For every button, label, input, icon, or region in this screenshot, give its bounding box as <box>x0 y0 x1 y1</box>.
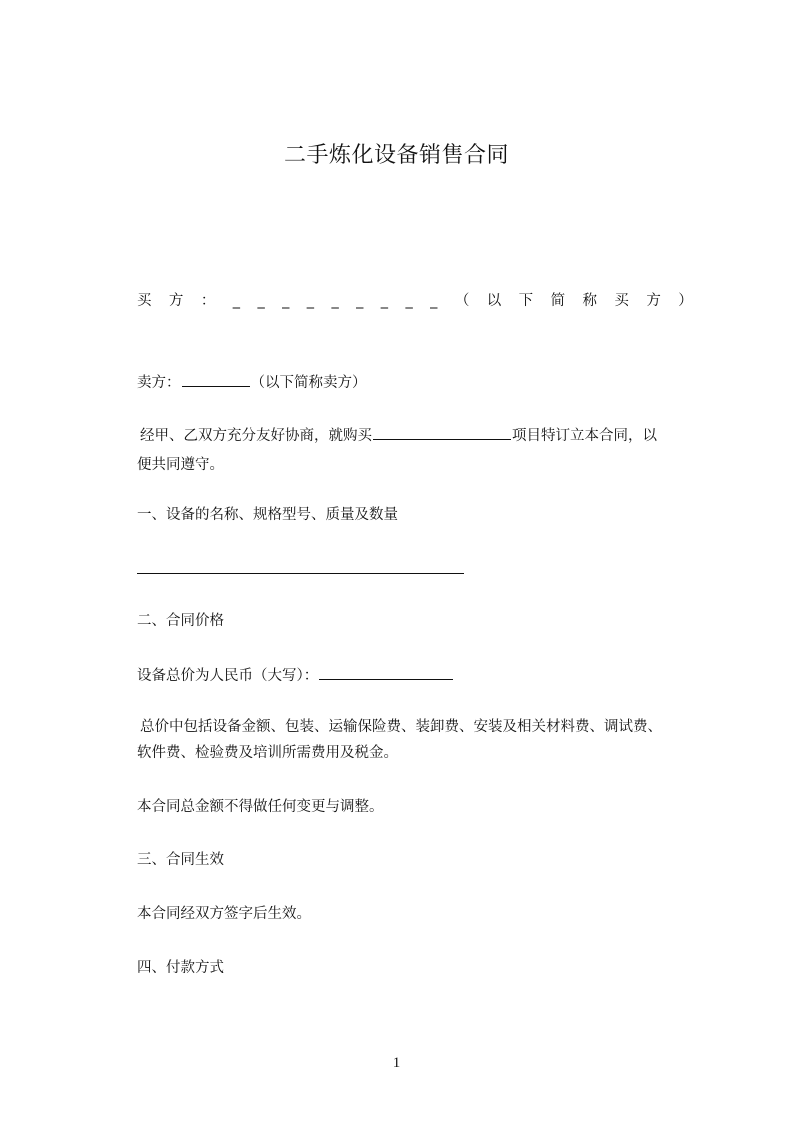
buyer-name-blank-char[interactable]: _ <box>306 293 315 309</box>
project-blank[interactable] <box>373 424 511 440</box>
section-3-heading: 三、合同生效 <box>137 852 224 868</box>
seller-line <box>137 371 697 394</box>
buyer-name-blank-char[interactable]: _ <box>331 293 339 309</box>
buyer-name-blank-char[interactable]: _ <box>430 293 438 309</box>
buyer-line-char: 买 <box>614 293 629 309</box>
price-note-line-1: 总价中包括设备金额、包装、运输保险费、装卸费、安装及相关材料费、调试费、 <box>140 719 662 735</box>
seller-label: 卖方： <box>137 375 181 391</box>
buyer-line-char: 下 <box>518 293 534 309</box>
buyer-name-blank-char[interactable]: _ <box>380 293 389 309</box>
buyer-line-char: 方 <box>646 293 661 309</box>
price-label: 设备总价为人民币（大写）： <box>137 668 319 684</box>
intro-suffix: 项目特订立本合同，以 <box>512 428 657 444</box>
intro-prefix: 经甲、乙双方充分友好协商，就购买 <box>140 428 372 444</box>
effective-clause: 本合同经双方签字后生效。 <box>137 906 311 922</box>
buyer-line-char: （ <box>454 293 470 309</box>
equipment-blank-line[interactable] <box>137 573 464 574</box>
buyer-line-char: 简 <box>550 293 566 309</box>
page-number: 1 <box>392 1055 401 1071</box>
buyer-name-blank-char[interactable]: _ <box>405 293 413 309</box>
buyer-name-blank-char[interactable]: _ <box>282 293 290 309</box>
section-2-heading: 二、合同价格 <box>137 613 224 629</box>
intro-paragraph <box>137 422 693 480</box>
seller-name-blank[interactable] <box>182 371 250 387</box>
buyer-name-blank-char[interactable]: _ <box>257 293 265 309</box>
price-line <box>137 664 697 687</box>
buyer-line-char: ： <box>200 293 216 309</box>
seller-suffix: （以下简称卖方） <box>250 375 367 391</box>
section-1-heading: 一、设备的名称、规格型号、质量及数量 <box>137 507 398 523</box>
intro-continuation: 便共同遵守。 <box>137 457 224 473</box>
buyer-line <box>137 290 697 312</box>
buyer-line-char: 以 <box>486 293 502 309</box>
buyer-line-char: 称 <box>582 293 597 309</box>
buyer-name-blank-char[interactable]: _ <box>232 293 241 309</box>
buyer-line-char: 买 <box>137 293 152 309</box>
no-change-clause: 本合同总金额不得做任何变更与调整。 <box>137 799 384 815</box>
contract-title: 二手炼化设备销售合同 <box>283 143 509 168</box>
price-amount-blank[interactable] <box>319 664 453 680</box>
buyer-line-chars <box>137 290 693 312</box>
buyer-line-char: ） <box>678 293 693 309</box>
section-4-heading: 四、付款方式 <box>137 960 224 976</box>
buyer-name-blank-char[interactable]: _ <box>356 293 364 309</box>
price-note-line-2: 软件费、检验费及培训所需费用及税金。 <box>137 745 398 761</box>
buyer-line-char: 方 <box>168 293 184 309</box>
